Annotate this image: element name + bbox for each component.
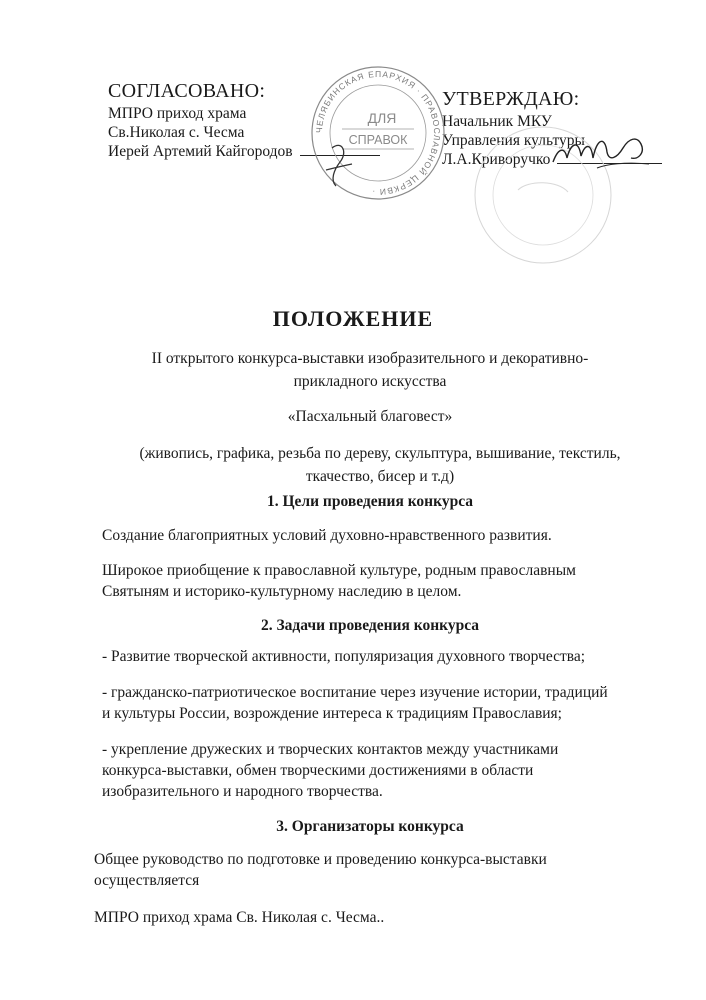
paragraph-line: и культуры России, возрождение интереса к традициям Православия; bbox=[102, 705, 562, 722]
approval-left-line-1: МПРО приход храма bbox=[108, 105, 247, 122]
approval-left-heading: СОГЛАСОВАНО: bbox=[108, 80, 266, 102]
left-signature bbox=[312, 140, 372, 190]
paragraph-line: Создание благоприятных условий духовно-нравственного развития. bbox=[102, 527, 552, 544]
categories-line-2: ткачество, бисер и т.д) bbox=[305, 468, 455, 485]
section-3-paragraph-2 bbox=[94, 907, 614, 928]
section-1-heading: 1. Цели проведения конкурса bbox=[266, 493, 474, 510]
approval-right-line-3: Л.А.Криворучко bbox=[442, 151, 551, 168]
contest-categories bbox=[100, 442, 660, 488]
approval-left-line-2: Св.Николая с. Чесма bbox=[108, 124, 245, 141]
subtitle-line-2: прикладного искусства bbox=[293, 373, 447, 390]
church-stamp-ring-text: ЧЕЛЯБИНСКАЯ ЕПАРХИЯ · ПРАВОСЛАВНОЙ ЦЕРКВИ · bbox=[313, 68, 443, 198]
paragraph-line: изобразительного и народного творчества. bbox=[102, 783, 383, 800]
paragraph-line: конкурса-выставки, обмен творческими достижениями в области bbox=[102, 762, 534, 779]
section-1-paragraph-1 bbox=[102, 525, 622, 546]
approval-right-line-1: Начальник МКУ bbox=[442, 113, 552, 130]
approval-left-line-3: Иерей Артемий Кайгородов bbox=[108, 143, 293, 160]
paragraph-line: Широкое приобщение к православной культуре, родным православным bbox=[102, 562, 576, 579]
document-subtitle bbox=[120, 347, 620, 393]
section-2-paragraph-3 bbox=[102, 739, 622, 802]
section-2-heading: 2. Задачи проведения конкурса bbox=[260, 617, 480, 634]
paragraph-line: МПРО приход храма Св. Николая с. Чесма.. bbox=[94, 909, 385, 926]
document-title: ПОЛОЖЕНИЕ bbox=[272, 306, 434, 331]
church-stamp-center-bottom: СПРАВОК bbox=[348, 133, 408, 147]
section-3-heading: 3. Организаторы конкурса bbox=[276, 818, 464, 835]
paragraph-line: - Развитие творческой активности, популяризация духовного творчества; bbox=[102, 648, 586, 665]
subtitle-line-1: II открытого конкурса-выставки изобразительного и декоративно- bbox=[151, 350, 589, 367]
section-2-paragraph-1 bbox=[102, 646, 622, 667]
paragraph-line: осуществляется bbox=[94, 872, 200, 889]
approval-right-heading: УТВЕРЖДАЮ: bbox=[442, 88, 580, 110]
section-2-paragraph-2 bbox=[102, 682, 622, 724]
section-3-paragraph-1 bbox=[94, 849, 614, 891]
categories-line-1: (живопись, графика, резьба по дереву, скульптура, вышивание, текстиль, bbox=[139, 445, 621, 462]
approval-left-block bbox=[108, 80, 293, 161]
paragraph-line: Общее руководство по подготовке и проведению конкурса-выставки bbox=[94, 851, 547, 868]
right-signature bbox=[545, 128, 655, 178]
church-stamp-center-top: ДЛЯ bbox=[367, 110, 397, 126]
paragraph-line: Святыням и историко-культурному наследию в целом. bbox=[102, 583, 462, 600]
approval-right-line-2: Управления культуры bbox=[442, 132, 585, 149]
paragraph-line: - укрепление дружеских и творческих контактов между участниками bbox=[102, 741, 559, 758]
contest-name: «Пасхальный благовест» bbox=[287, 408, 453, 425]
paragraph-line: - гражданско-патриотическое воспитание через изучение истории, традиций bbox=[102, 684, 608, 701]
section-1-paragraph-2 bbox=[102, 560, 622, 602]
